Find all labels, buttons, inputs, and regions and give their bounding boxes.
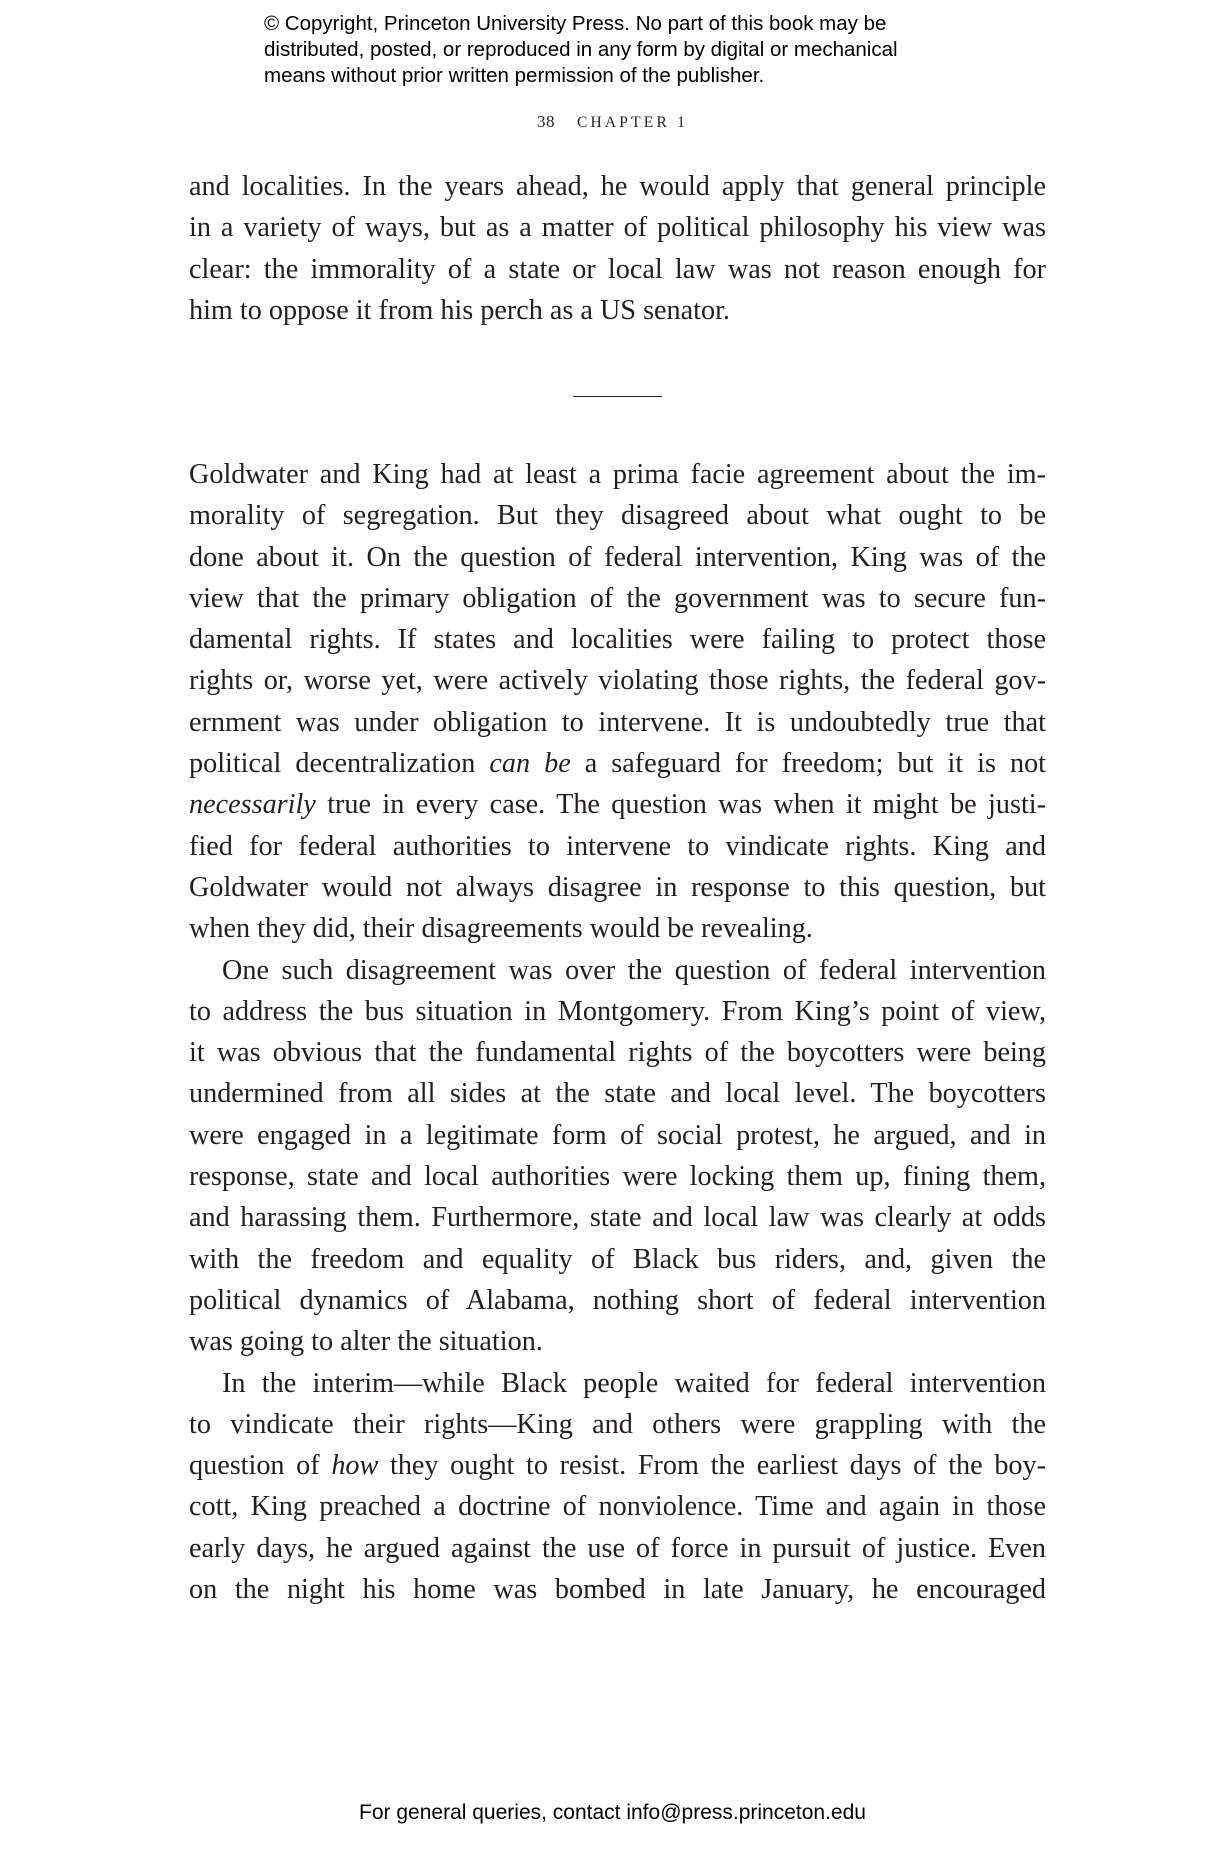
text-line: early days, he argued against the use of force in pursuit of justice. Even xyxy=(189,1532,1046,1564)
copyright-notice xyxy=(264,11,984,89)
text-line: it was obvious that the fundamental rights of the boycotters were being xyxy=(189,1037,1046,1069)
text-line: when they did, their disagreements would be revealing. xyxy=(189,913,813,945)
text-line: Goldwater would not always disagree in response to this question, but xyxy=(189,871,1046,903)
text-line: and harassing them. Furthermore, state and local law was clearly at odds xyxy=(189,1202,1046,1234)
text-line: on the night his home was bombed in late January, he encouraged xyxy=(189,1574,1046,1606)
text-line: response, state and local authorities were locking them up, fining them, xyxy=(189,1161,1046,1193)
text-line: done about it. On the question of federal intervention, King was of the xyxy=(189,541,1046,573)
text-line: was going to alter the situation. xyxy=(189,1326,543,1358)
text-line: morality of segregation. But they disagreed about what ought to be xyxy=(189,500,1046,532)
text-line: political decentralization can be a safeguard for freedom; but it is not xyxy=(189,748,1046,780)
chapter-title: CHAPTER 1 xyxy=(576,114,689,131)
text-line: with the freedom and equality of Black bus riders, and, given the xyxy=(189,1243,1046,1275)
text-line: Goldwater and King had at least a prima facie agreement about the im- xyxy=(189,459,1046,490)
copyright-line: distributed, posted, or reproduced in any form by digital or mechanical xyxy=(264,38,898,61)
text-line: in a variety of ways, but as a matter of political philosophy his view was xyxy=(189,212,1046,244)
section-divider xyxy=(573,396,662,397)
text-line: damental rights. If states and localities were failing to protect those xyxy=(189,624,1046,656)
text-line: In the interim—while Black people waited for federal intervention xyxy=(222,1367,1046,1399)
text-line: and localities. In the years ahead, he would apply that general principle xyxy=(189,171,1046,202)
text-line: view that the primary obligation of the government was to secure fun- xyxy=(189,582,1046,614)
text-line: cott, King preached a doctrine of nonviolence. Time and again in those xyxy=(189,1491,1046,1523)
text-line: him to oppose it from his perch as a US senator. xyxy=(189,294,730,326)
section-body xyxy=(189,454,1046,1610)
paragraph-closing xyxy=(189,166,1046,331)
text-line: rights or, worse yet, were actively violating those rights, the federal gov- xyxy=(189,665,1046,697)
text-line: to vindicate their rights—King and others were grappling with the xyxy=(189,1408,1046,1440)
text-line: fied for federal authorities to intervene to vindicate rights. King and xyxy=(189,830,1046,862)
footer-contact: For general queries, contact info@press.princeton.edu xyxy=(359,1801,866,1824)
copyright-line: © Copyright, Princeton University Press. No part of this book may be xyxy=(264,12,887,35)
text-line: clear: the immorality of a state or local law was not reason enough for xyxy=(189,253,1046,285)
text-line: necessarily true in every case. The question was when it might be justi- xyxy=(189,789,1046,821)
text-line: were engaged in a legitimate form of social protest, he argued, and in xyxy=(189,1119,1046,1151)
text-line: ernment was under obligation to intervene. It is undoubtedly true that xyxy=(189,706,1046,738)
running-head xyxy=(0,112,1225,132)
text-line: One such disagreement was over the question of federal intervention xyxy=(222,954,1046,986)
copyright-line: means without prior written permission of the publisher. xyxy=(264,64,765,87)
text-line: political dynamics of Alabama, nothing short of federal intervention xyxy=(189,1284,1046,1316)
page-number: 38 xyxy=(536,112,555,131)
text-line: to address the bus situation in Montgomery. From King’s point of view, xyxy=(189,995,1046,1027)
text-line: undermined from all sides at the state and local level. The boycotters xyxy=(189,1078,1046,1110)
text-line: question of how they ought to resist. From the earliest days of the boy- xyxy=(189,1450,1046,1482)
